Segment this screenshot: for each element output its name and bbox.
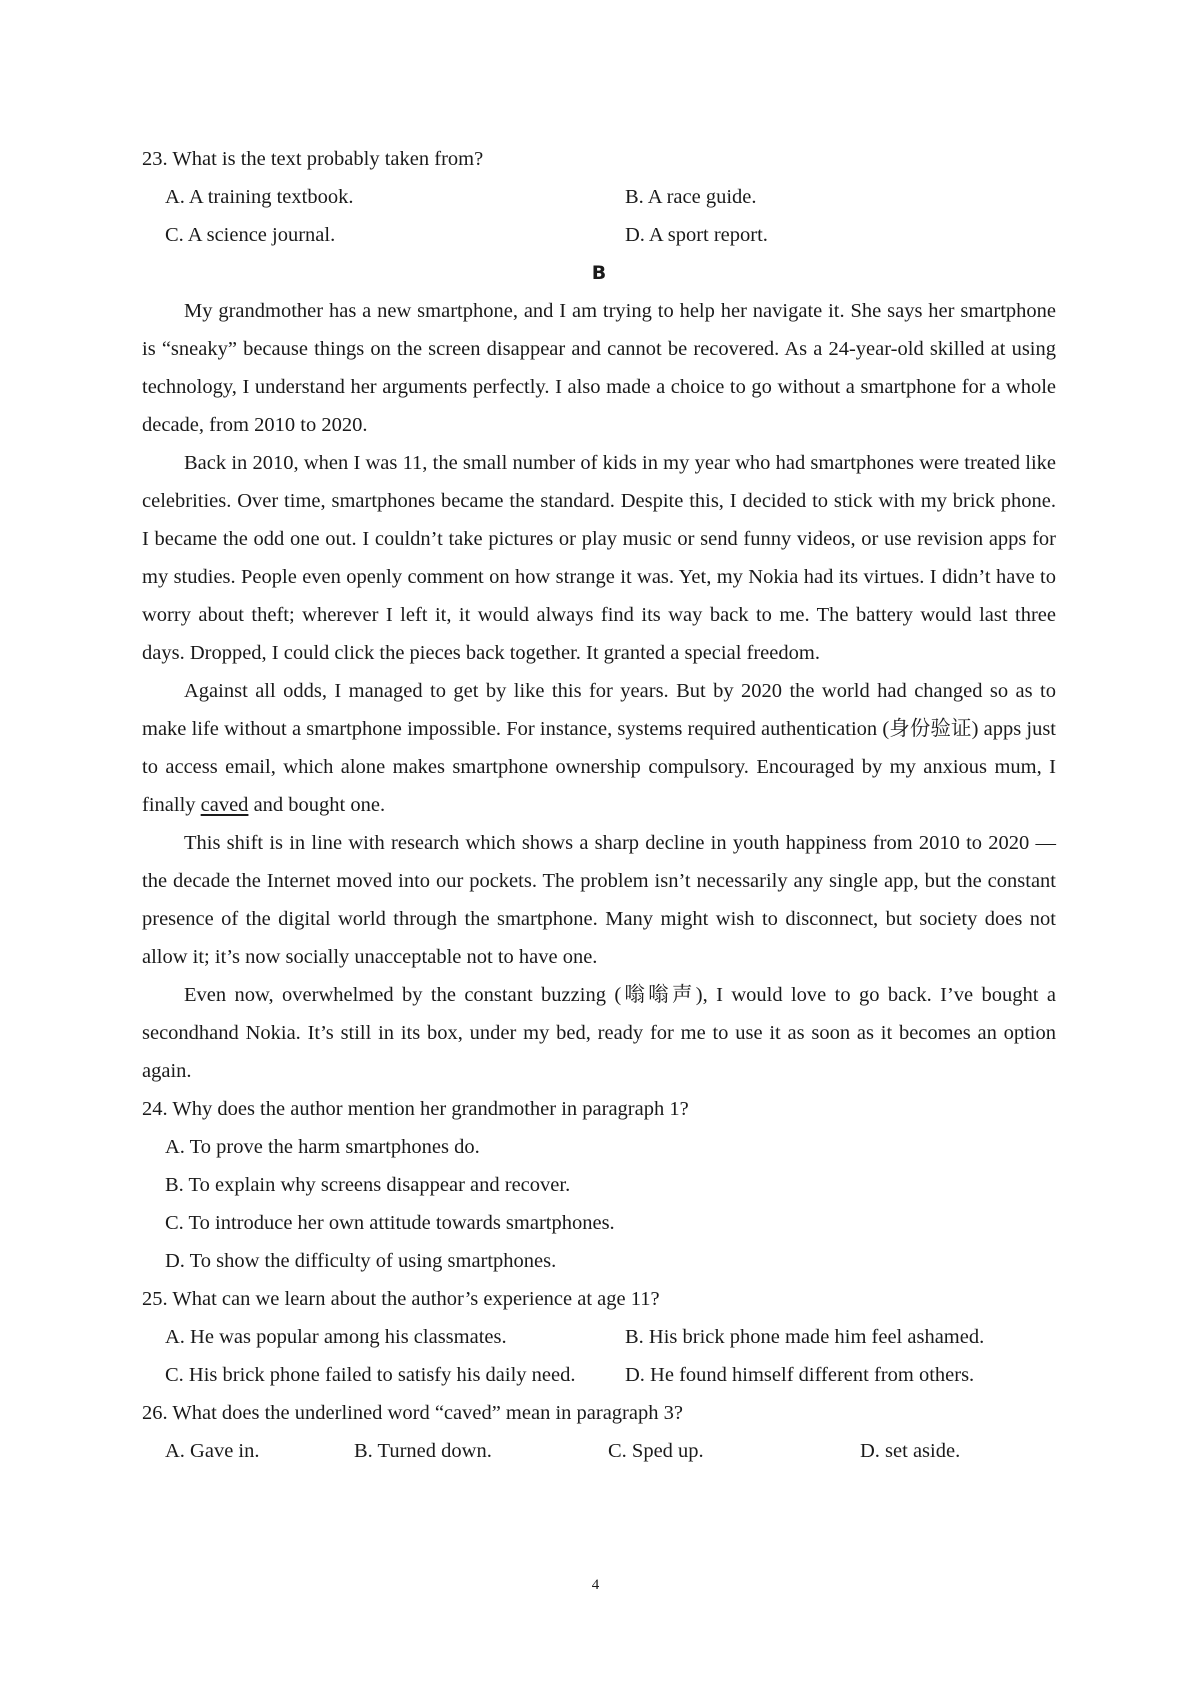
options-row — [142, 1432, 1056, 1470]
option-c: C. Sped up. — [608, 1440, 704, 1462]
question-stem: 24. Why does the author mention her grandmother in paragraph 1? — [142, 1098, 689, 1120]
option-a: A. Gave in. — [165, 1440, 260, 1462]
page-number: 4 — [591, 1577, 600, 1593]
options-list — [142, 1128, 1056, 1280]
options-grid — [142, 178, 1056, 254]
option-d: D. To show the difficulty of using smartphones. — [165, 1250, 557, 1272]
option-a: A. A training textbook. — [165, 186, 354, 208]
option-d: D. He found himself different from others. — [625, 1364, 975, 1386]
option-c: C. A science journal. — [165, 224, 336, 246]
question-25 — [142, 1280, 1056, 1394]
option-c: C. His brick phone failed to satisfy his daily need. — [165, 1364, 576, 1386]
paragraph-3-text-start: Against all odds, I managed to get by like this for years. But by 2020 the world had changed so as to make life without a smartphone impossible. For instance, systems required authentication (身份验证) apps just to access email, which alone makes smartphone ownership compulsory. Encouraged by my anxious mum, I finally — [142, 680, 1056, 816]
option-b: B. Turned down. — [354, 1440, 492, 1462]
paragraph-1: My grandmother has a new smartphone, and I am trying to help her navigate it. She says her smartphone is “sneaky” because things on the screen disappear and cannot be recovered. As a 24-year-old skilled at using technology, I understand her arguments perfectly. I also made a choice to go without a smartphone for a whole decade, from 2010 to 2020. — [142, 300, 1056, 436]
paragraph-3 — [142, 672, 1056, 824]
option-d: D. A sport report. — [625, 224, 768, 246]
question-stem: 25. What can we learn about the author’s experience at age 11? — [142, 1288, 660, 1310]
section-label: B — [591, 262, 607, 284]
question-23 — [142, 140, 1056, 254]
paragraph-3-text-end: and bought one. — [248, 794, 386, 816]
question-stem: 26. What does the underlined word “caved” mean in paragraph 3? — [142, 1402, 683, 1424]
option-b: B. A race guide. — [625, 186, 757, 208]
question-24 — [142, 1090, 1056, 1280]
options-grid — [142, 1318, 1056, 1394]
option-b: B. To explain why screens disappear and recover. — [165, 1174, 571, 1196]
underlined-word: caved — [200, 794, 249, 816]
option-a: A. To prove the harm smartphones do. — [165, 1136, 480, 1158]
paragraph-2: Back in 2010, when I was 11, the small number of kids in my year who had smartphones were treated like celebrities. Over time, smartphones became the standard. Despite this, I decided to stick with my brick phone. I became the odd one out. I couldn’t take pictures or play music or send funny videos, or use revision apps for my studies. People even openly comment on how strange it was. Yet, my Nokia had its virtues. I didn’t have to worry about theft; wherever I left it, it would always find its way back to me. The battery would last three days. Dropped, I could click the pieces back together. It granted a special freedom. — [142, 452, 1056, 664]
option-b: B. His brick phone made him feel ashamed. — [625, 1326, 985, 1348]
question-26 — [142, 1394, 1056, 1470]
option-c: C. To introduce her own attitude towards smartphones. — [165, 1212, 615, 1234]
reading-passage — [142, 292, 1056, 1090]
option-a: A. He was popular among his classmates. — [165, 1326, 507, 1348]
option-d: D. set aside. — [860, 1440, 961, 1462]
paragraph-4: This shift is in line with research which shows a sharp decline in youth happiness from 2010 to 2020 — the decade the Internet moved into our pockets. The problem isn’t necessarily any single app, but the constant presence of the digital world through the smartphone. Many might wish to disconnect, but society does not allow it; it’s now socially unacceptable not to have one. — [142, 832, 1056, 968]
paragraph-5: Even now, overwhelmed by the constant buzzing (嗡嗡声), I would love to go back. I’ve bought a secondhand Nokia. It’s still in its box, under my bed, ready for me to use it as soon as it becomes an option again. — [142, 984, 1056, 1082]
question-stem: 23. What is the text probably taken from? — [142, 148, 484, 170]
page-content — [142, 140, 1056, 1470]
